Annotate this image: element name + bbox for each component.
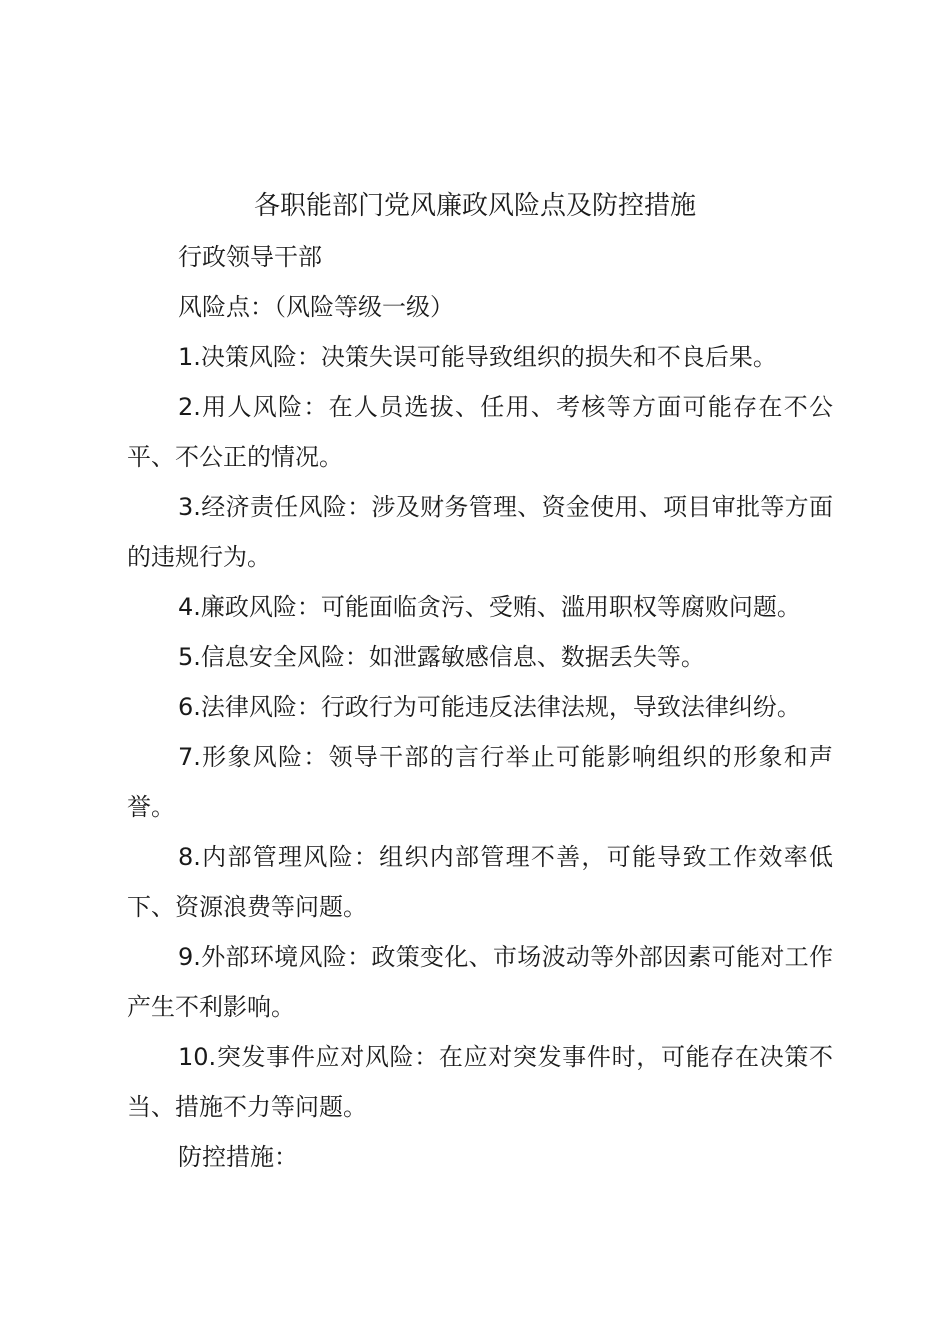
- risk-item-info-security: 5.信息安全风险：如泄露敏感信息、数据丢失等。: [178, 643, 705, 671]
- document-title: 各职能部门党风廉政风险点及防控措施: [253, 191, 696, 221]
- risk-item-internal-management: 8.内部管理风险：组织内部管理不善，可能导致工作效率低下、资源浪费等问题。: [127, 843, 833, 921]
- prevention-measures-heading: 防控措施：: [178, 1143, 298, 1171]
- risk-item-emergency-response: 10.突发事件应对风险：在应对突发事件时，可能存在决策不当、措施不力等问题。: [127, 1043, 833, 1121]
- risk-item-personnel: 2.用人风险：在人员选拔、任用、考核等方面可能存在不公平、不公正的情况。: [127, 393, 833, 471]
- document-body: [127, 232, 833, 1182]
- risk-item-legal: 6.法律风险：行政行为可能违反法律法规，导致法律纠纷。: [178, 693, 801, 721]
- risk-item-external-environment: 9.外部环境风险：政策变化、市场波动等外部因素可能对工作产生不利影响。: [127, 943, 833, 1021]
- risk-item-economic: 3.经济责任风险：涉及财务管理、资金使用、项目审批等方面的违规行为。: [127, 493, 833, 571]
- section-heading-leaders: 行政领导干部: [178, 243, 322, 271]
- risk-points-heading: 风险点：（风险等级一级）: [178, 293, 454, 321]
- risk-item-integrity: 4.廉政风险：可能面临贪污、受贿、滥用职权等腐败问题。: [178, 593, 801, 621]
- risk-item-decision: 1.决策风险：决策失误可能导致组织的损失和不良后果。: [178, 343, 777, 371]
- risk-item-image: 7.形象风险：领导干部的言行举止可能影响组织的形象和声誉。: [127, 743, 833, 821]
